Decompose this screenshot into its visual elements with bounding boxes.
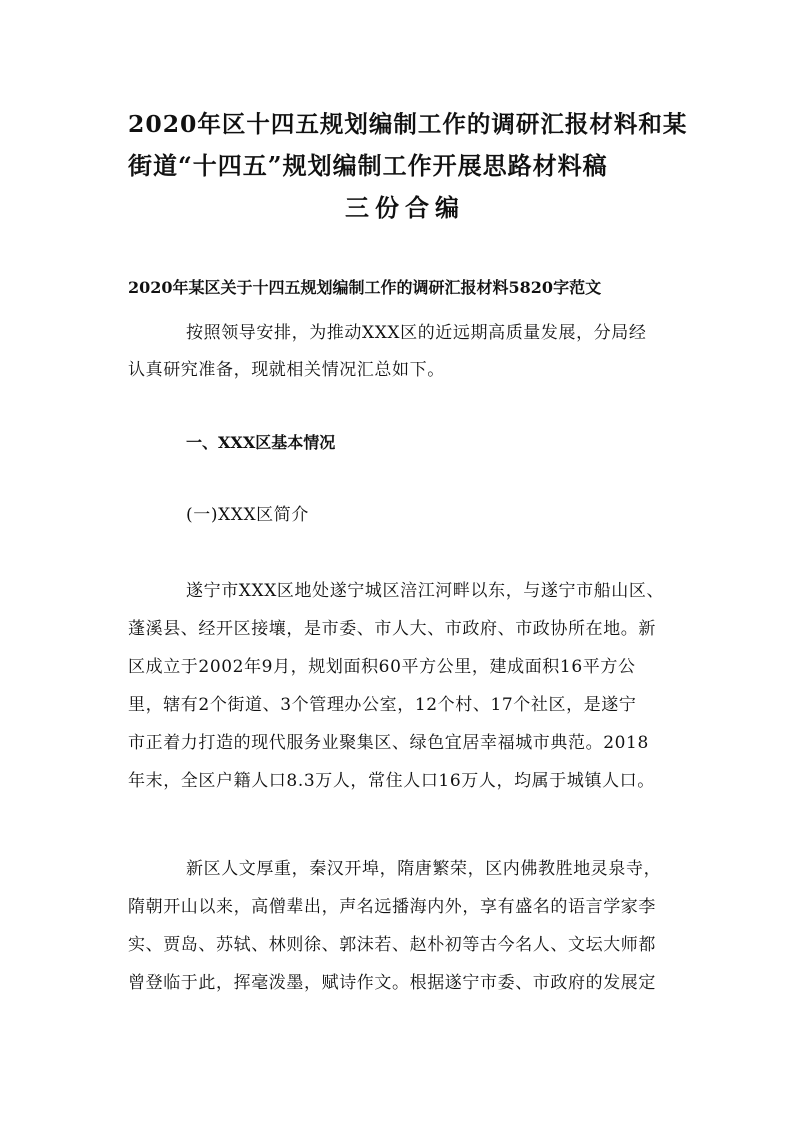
intro-line-2: 认真研究准备，现就相关情况汇总如下。 <box>128 360 445 380</box>
section-1-heading: 一、XXX区基本情况 <box>186 433 336 452</box>
document-subtitle: 2020年某区关于十四五规划编制工作的调研汇报材料5820字范文 <box>128 278 602 297</box>
intro-line-1: 按照领导安排，为推动XXX区的近远期高质量发展，分局经 <box>186 323 647 343</box>
para-2-line-2: 隋朝开山以来，高僧辈出，声名远播海内外，享有盛名的语言学家李 <box>128 897 656 917</box>
para-1-line-2: 蓬溪县、经开区接壤，是市委、市人大、市政府、市政协所在地。新 <box>128 619 656 639</box>
para-1-line-3: 区成立于2002年9月，规划面积60平方公里，建成面积16平方公 <box>128 657 636 677</box>
document-title-line-2: 街道“十四五”规划编制工作开展思路材料稿 <box>128 151 608 180</box>
para-1-line-4: 里，辖有2个街道、3个管理办公室，12个村、17个社区，是遂宁 <box>128 695 637 715</box>
document-title-line-1: 2020年区十四五规划编制工作的调研汇报材料和某 <box>128 110 688 138</box>
para-1-line-6: 年末，全区户籍人口8.3万人，常住人口16万人，均属于城镇人口。 <box>128 771 655 791</box>
para-1-line-1: 遂宁市XXX区地处遂宁城区涪江河畔以东，与遂宁市船山区、 <box>186 581 665 601</box>
document-title-line-3: 三份合编 <box>345 193 465 222</box>
subsection-1-heading: (一)XXX区简介 <box>186 505 309 525</box>
para-2-line-3: 实、贾岛、苏轼、林则徐、郭沫若、赵朴初等古今名人、文坛大师都 <box>128 935 656 955</box>
para-2-line-4: 曾登临于此，挥毫泼墨，赋诗作文。根据遂宁市委、市政府的发展定 <box>128 973 656 993</box>
para-2-line-1: 新区人文厚重，秦汉开埠，隋唐繁荣，区内佛教胜地灵泉寺， <box>186 859 662 879</box>
para-1-line-5: 市正着力打造的现代服务业聚集区、绿色宜居幸福城市典范。2018 <box>128 733 649 753</box>
